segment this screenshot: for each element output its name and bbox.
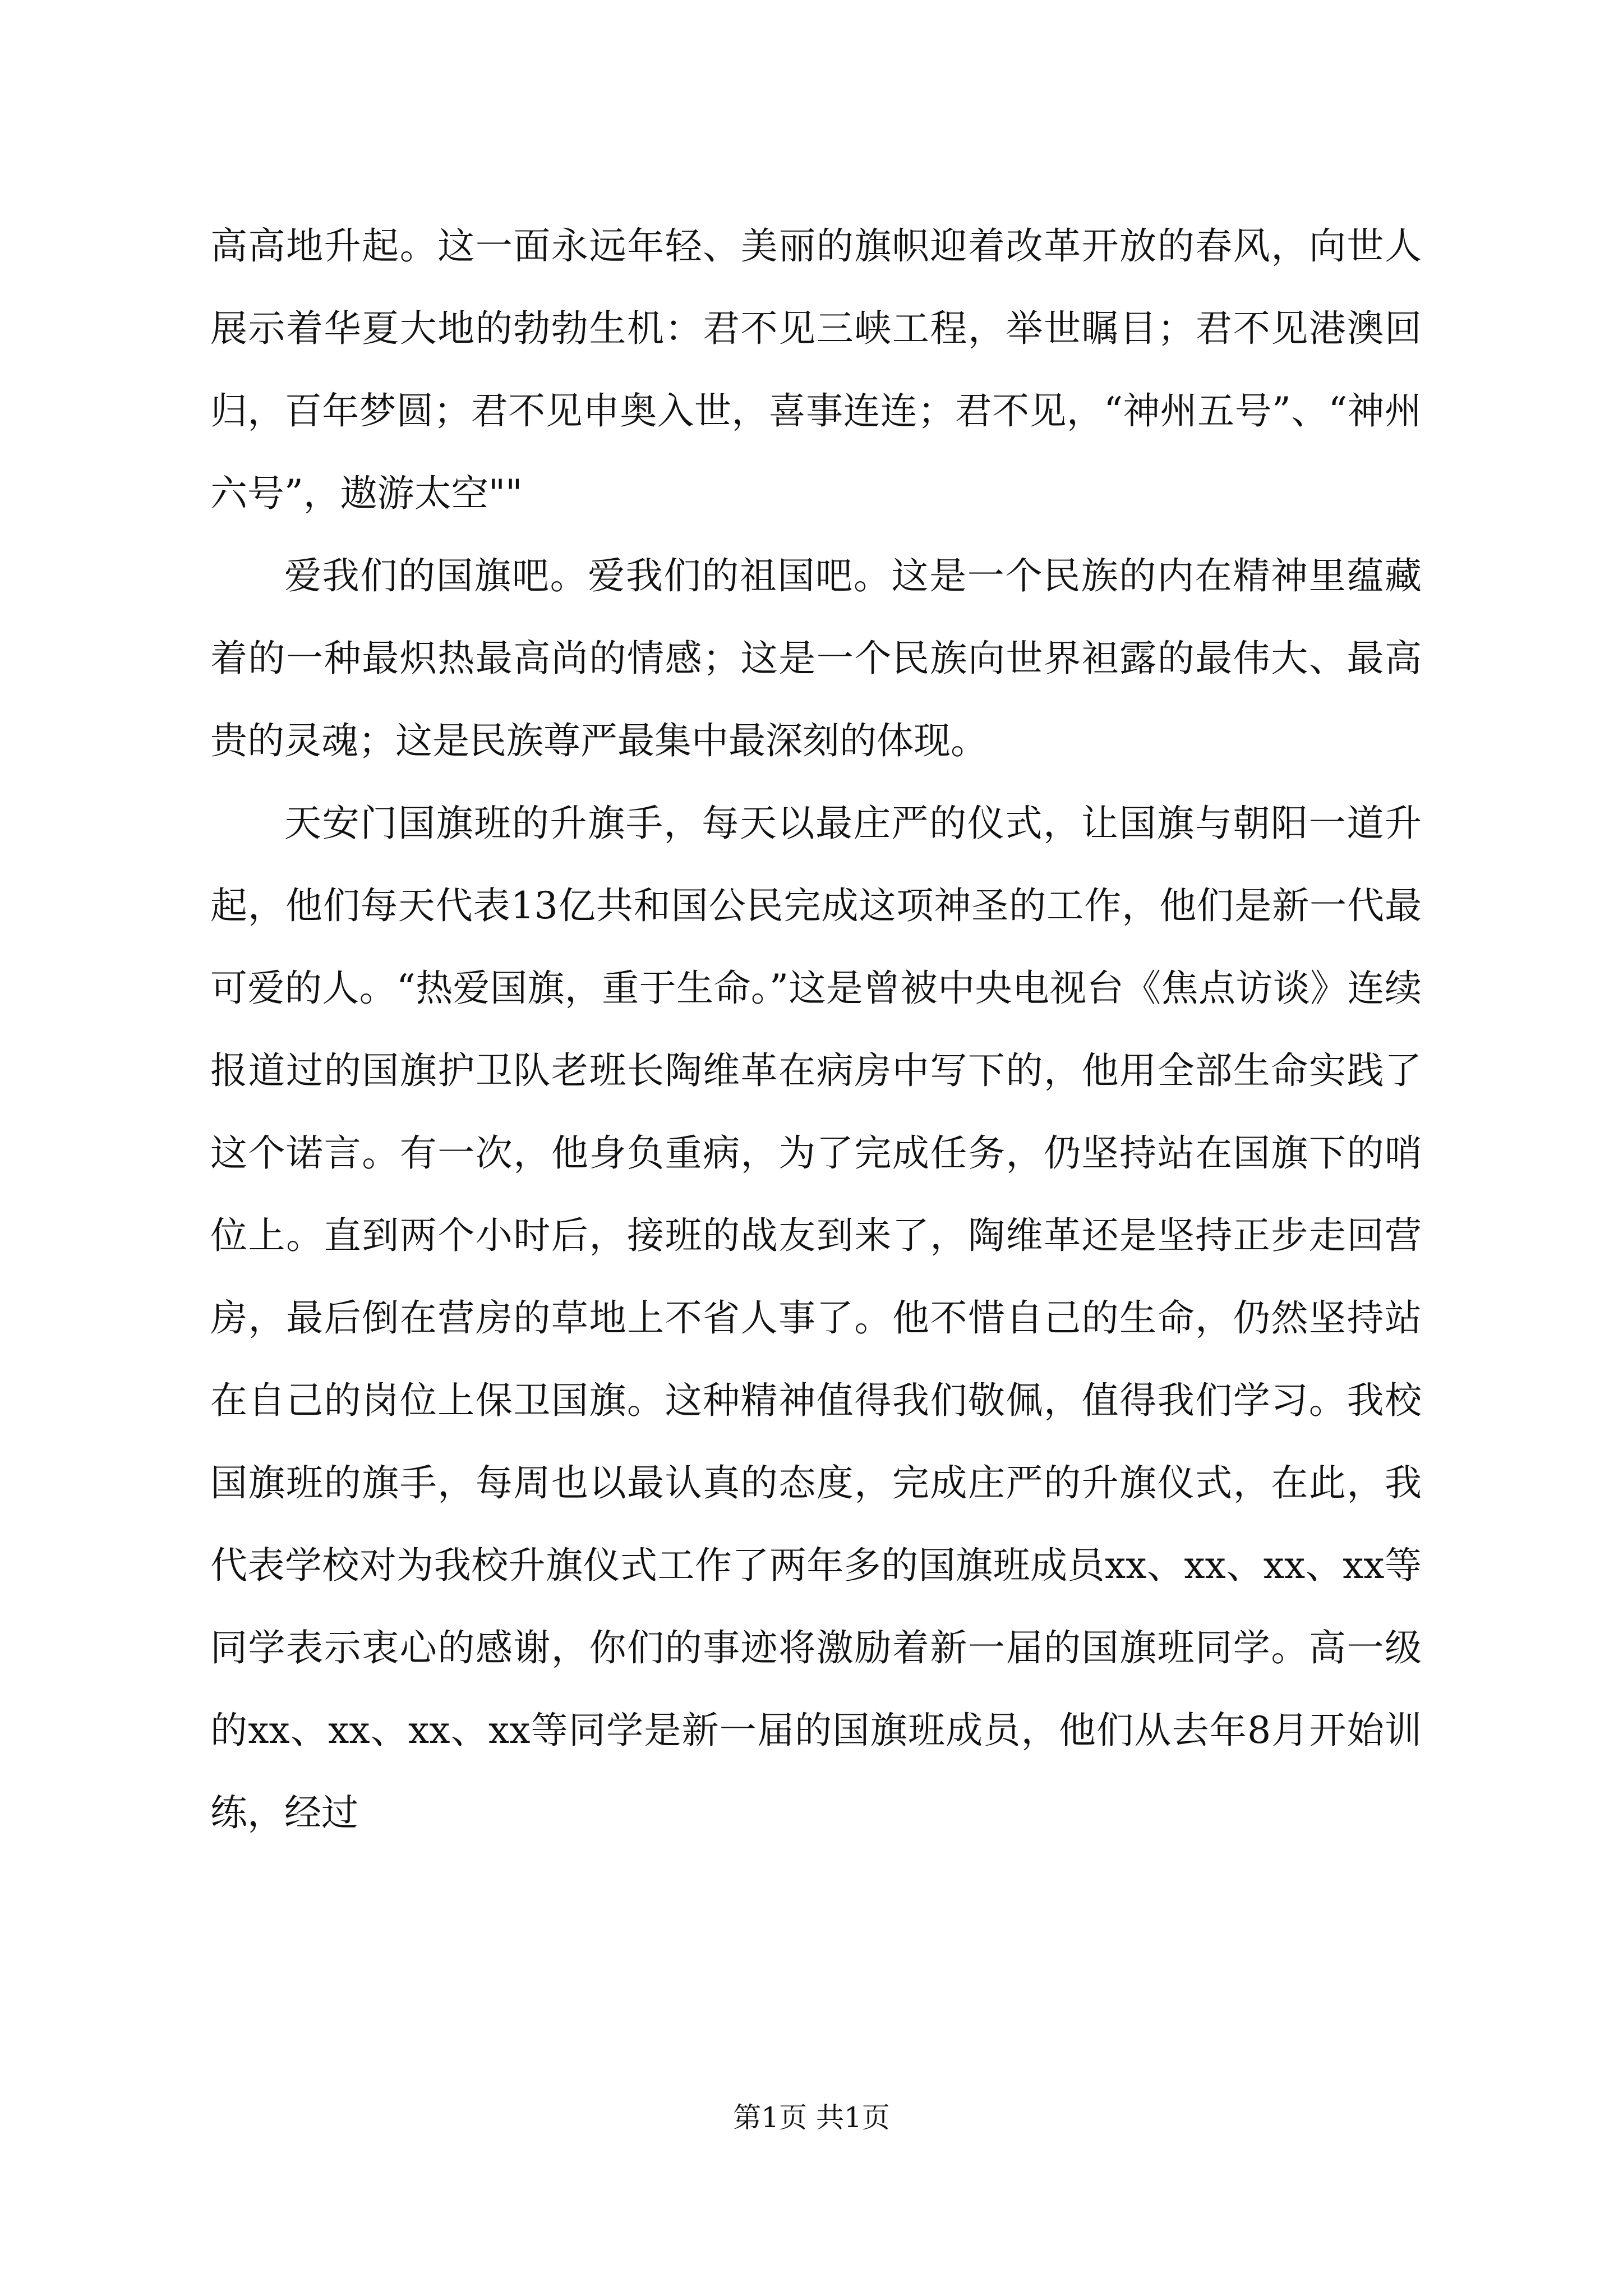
document-body xyxy=(210,205,1422,1854)
paragraph-3: 天安门国旗班的升旗手，每天以最庄严的仪式，让国旗与朝阳一道升起，他们每天代表13亿共和国公民完成这项神圣的工作，他们是新一代最可爱的人。“热爱国旗，重于生命。”这是曾被中央电视台《焦点访谈》连续报道过的国旗护卫队老班长陶维革在病房中写下的，他用全部生命实践了这个诺言。有一次，他身负重病，为了完成任务，仍坚持站在国旗下的哨位上。直到两个小时后，接班的战友到来了，陶维革还是坚持正步走回营房，最后倒在营房的草地上不省人事了。他不惜自己的生命，仍然坚持站在自己的岗位上保卫国旗。这种精神值得我们敬佩，值得我们学习。我校国旗班的旗手，每周也以最认真的态度，完成庄严的升旗仪式，在此，我代表学校对为我校升旗仪式工作了两年多的国旗班成员xx、xx、xx、xx等同学表示衷心的感谢，你们的事迹将激励着新一届的国旗班同学。高一级的xx、xx、xx、xx等同学是新一届的国旗班成员，他们从去年8月开始训练，经过 xyxy=(210,802,1422,1834)
paragraph-1: 高高地升起。这一面永远年轻、美丽的旗帜迎着改革开放的春风，向世人展示着华夏大地的勃勃生机：君不见三峡工程，举世瞩目；君不见港澳回归，百年梦圆；君不见申奥入世，喜事连连；君不见，“神州五号”、“神州六号”，遨游太空"" xyxy=(210,224,1422,515)
paragraph-2: 爱我们的国旗吧。爱我们的祖国吧。这是一个民族的内在精神里蕴藏着的一种最炽热最高尚的情感；这是一个民族向世界袒露的最伟大、最高贵的灵魂；这是民族尊严最集中最深刻的体现。 xyxy=(210,554,1422,762)
page-footer: 第1页 共1页 xyxy=(733,2101,890,2134)
